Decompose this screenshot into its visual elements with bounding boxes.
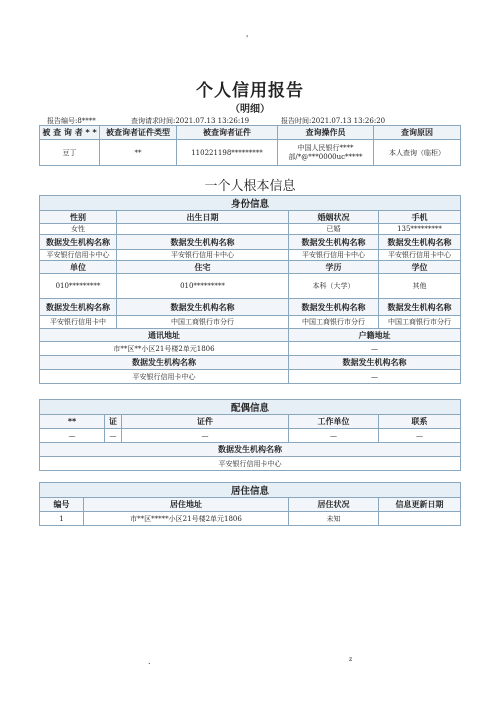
header-org-3: 数据发生机构名称	[289, 235, 379, 250]
cell-mobile: 135*********	[379, 224, 461, 235]
cell-org-4: 平安银行信用卡中心	[379, 250, 461, 261]
header-home-phone: 住宅	[117, 261, 289, 274]
cell-spouse-contact: —	[379, 429, 461, 443]
header-work-phone: 单位	[40, 261, 117, 274]
header-subject: 被 查 询 者 * *	[40, 126, 100, 140]
header-residence-address: 居住地址	[84, 498, 289, 512]
header-id-number: 被查询者证件	[177, 126, 278, 140]
cell-marital-status: 已婚	[289, 224, 379, 235]
cell-spouse-employer: —	[289, 429, 379, 443]
cell-mailing-address: 市**区**小区21号楼2单元1806	[40, 342, 289, 356]
header-spouse-id-short: 证	[105, 415, 122, 429]
header-spouse-employer: 工作单位	[289, 415, 379, 429]
cell-residence-no: 1	[40, 512, 84, 526]
cell-org-6: 中国工商银行市分行	[117, 316, 289, 329]
cell-org-3: 平安银行信用卡中心	[289, 250, 379, 261]
cell-query-reason: 本人查询（临柜）	[374, 140, 461, 166]
identity-table	[39, 195, 461, 384]
report-time: 报告时间:2021.07.13 13:26:20	[281, 117, 386, 125]
cell-birth-date	[117, 224, 289, 235]
identity-section-title: 身份信息	[40, 196, 461, 211]
header-org-5: 数据发生机构名称	[40, 299, 117, 316]
header-org-1: 数据发生机构名称	[40, 235, 117, 250]
scan-mark-top: '	[246, 34, 249, 43]
cell-home-phone: 010*********	[117, 274, 289, 299]
header-org-6: 数据发生机构名称	[117, 299, 289, 316]
header-spouse-name: **	[40, 415, 105, 429]
header-spouse-id: 证件	[122, 415, 289, 429]
cell-work-phone: 010*********	[40, 274, 117, 299]
query-table	[39, 125, 461, 166]
query-request-time: 查询请求时间:2021.07.13 13:26:19	[131, 117, 250, 125]
cell-residence-status: 未知	[289, 512, 379, 526]
header-marital-status: 婚姻状况	[289, 211, 379, 224]
header-operator: 查询操作员	[278, 126, 374, 140]
header-residence-status: 居住状况	[289, 498, 379, 512]
header-update-date: 信息更新日期	[379, 498, 461, 512]
cell-update-date	[379, 512, 461, 526]
cell-operator: 中国人民银行****部/*@***0000uc*****	[278, 140, 374, 166]
section-title-basic-info: 一个人根本信息	[204, 179, 296, 194]
header-org-4: 数据发生机构名称	[379, 235, 461, 250]
cell-spouse-name: —	[40, 429, 105, 443]
cell-org-1: 平安银行信用卡中心	[40, 250, 117, 261]
cell-degree: 其他	[379, 274, 461, 299]
header-org-mailing: 数据发生机构名称	[40, 356, 289, 370]
header-spouse-contact: 联系	[379, 415, 461, 429]
cell-household-address: —	[289, 342, 461, 356]
cell-spouse-org: 平安银行信用卡中心	[40, 457, 461, 471]
report-number: 报告编号:8****	[47, 117, 96, 125]
scan-mark-bottom-left: .	[148, 657, 151, 666]
header-id-type: 被查询者证件类型	[100, 126, 177, 140]
cell-subject-name: 豆丁	[40, 140, 100, 166]
header-org-household: 数据发生机构名称	[289, 356, 461, 370]
cell-org-5: 平安银行信用卡中	[40, 316, 117, 329]
header-org-8: 数据发生机构名称	[379, 299, 461, 316]
cell-id-type: **	[100, 140, 177, 166]
header-org-7: 数据发生机构名称	[289, 299, 379, 316]
cell-education: 本科（大学）	[289, 274, 379, 299]
header-degree: 学位	[379, 261, 461, 274]
residence-table	[39, 482, 461, 526]
cell-org-7: 中国工商银行市分行	[289, 316, 379, 329]
header-mobile: 手机	[379, 211, 461, 224]
header-birth-date: 出生日期	[117, 211, 289, 224]
header-query-reason: 查询原因	[374, 126, 461, 140]
scan-mark-bottom-right: z	[349, 656, 353, 663]
cell-id-number: 110221198*********	[177, 140, 278, 166]
header-education: 学历	[289, 261, 379, 274]
cell-residence-address: 市**区*****小区21号楼2单元1806	[84, 512, 289, 526]
header-org-2: 数据发生机构名称	[117, 235, 289, 250]
cell-gender: 女性	[40, 224, 117, 235]
header-gender: 性别	[40, 211, 117, 224]
header-household-address: 户籍地址	[289, 329, 461, 342]
cell-org-mailing: 平安银行信用卡中心	[40, 370, 289, 384]
cell-org-household: —	[289, 370, 461, 384]
report-title: 个人信用报告	[196, 81, 304, 101]
report-subtitle: （明细）	[230, 104, 270, 115]
spouse-table	[39, 399, 461, 471]
spouse-section-title: 配偶信息	[40, 400, 461, 415]
header-residence-no: 编号	[40, 498, 84, 512]
header-mailing-address: 通讯地址	[40, 329, 289, 342]
cell-spouse-id-short: —	[105, 429, 122, 443]
residence-section-title: 居住信息	[40, 483, 461, 498]
cell-spouse-id: —	[122, 429, 289, 443]
cell-org-8: 中国工商银行市分行	[379, 316, 461, 329]
header-spouse-org: 数据发生机构名称	[40, 443, 461, 457]
cell-org-2: 平安银行信用卡中心	[117, 250, 289, 261]
